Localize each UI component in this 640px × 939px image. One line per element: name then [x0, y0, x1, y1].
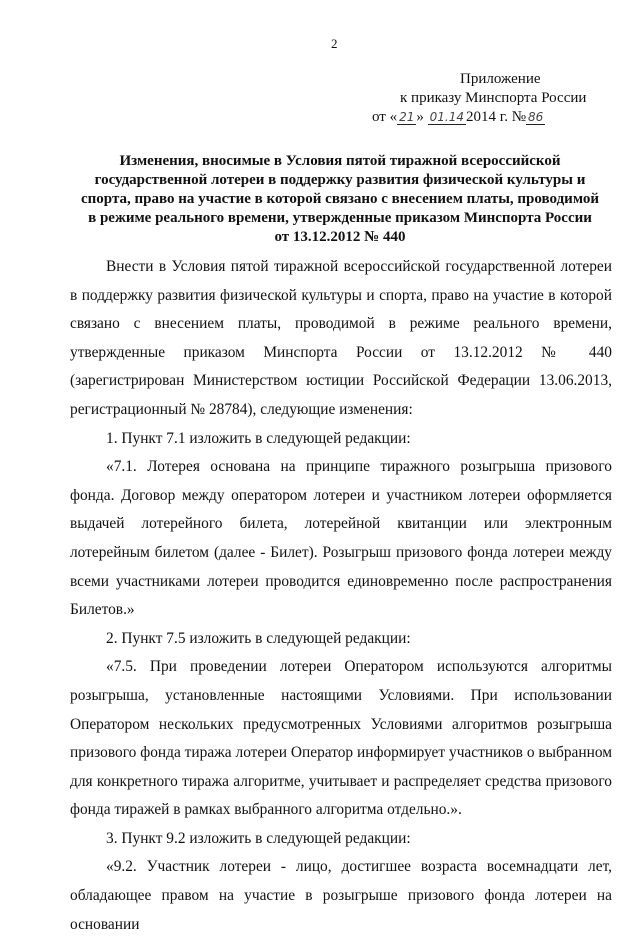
appendix-order-date: [372, 108, 622, 127]
appendix-label: Приложение: [460, 71, 541, 87]
order-date-day: 21: [399, 110, 415, 124]
order-date-mid: »: [416, 109, 424, 125]
paragraph-item-3-text: «9.2. Участник лотереи - лицо, достигшее возраста восемнадцати лет, обладающее правом на участие в розыгрыше призового фонда лотереи на основании: [70, 858, 612, 933]
order-number: 86: [528, 110, 544, 124]
order-date-prefix: от «: [372, 109, 398, 125]
paragraph-item-1: 1. Пункт 7.1 изложить в следующей редакции:: [106, 429, 411, 447]
document-title: Изменения, вносимые в Условия пятой тиражной всероссийской государственной лотереи в поддержку развития физической культуры и спорта, право на участие в которой связано с внесением платы, проводимой в режиме реального времени, утвержденные приказом Минспорта России от 13.12.2012 № 440: [81, 153, 599, 245]
appendix-order-ref: к приказу Минспорта России: [400, 90, 587, 106]
paragraph-intro: Внести в Условия пятой тиражной всероссийской государственной лотереи в поддержку развития физической культуры и спорта, право на участие в которой связано с внесением платы, проводимой в режиме реального времени, утвержденные приказом Минспорта России от 13.12.2012 № 440 (зарегистрирован Министерством юстиции Российской Федерации 13.06.2013, регистрационный № 28784), следующие изменения:: [70, 258, 612, 418]
paragraph-item-2-text: «7.5. При проведении лотереи Оператором используются алгоритмы розыгрыша, установленные настоящими Условиями. При использовании Оператором нескольких предусмотренных Условиями алгоритмов розыгрыша призового фонда тиража лотереи Оператор информирует участников о выбранном для конкретного тиража алгоритме, учитывает и распределяет средства призового фонда тиражей в рамках выбранного алгоритма отдельно.».: [70, 658, 612, 819]
order-date-year: 2014 г. №: [466, 109, 527, 125]
appendix-header: [372, 70, 622, 127]
paragraph-item-1-text: «7.1. Лотерея основана на принципе тиражного розыгрыша призового фонда. Договор между оператором лотереи и участником лотереи оформляется выдачей лотерейного билета, лотерейной квитанции или электронным лотерейным билетом (далее - Билет). Розыгрыш призового фонда лотереи между всеми участниками лотереи проводится единовременно после распространения Билетов.»: [70, 458, 612, 619]
document-body: [70, 253, 612, 939]
order-date-month: 01.14: [429, 110, 464, 124]
page-number: 2: [331, 36, 338, 51]
paragraph-item-3: 3. Пункт 9.2 изложить в следующей редакции:: [106, 829, 411, 847]
paragraph-item-2: 2. Пункт 7.5 изложить в следующей редакции:: [106, 629, 411, 647]
